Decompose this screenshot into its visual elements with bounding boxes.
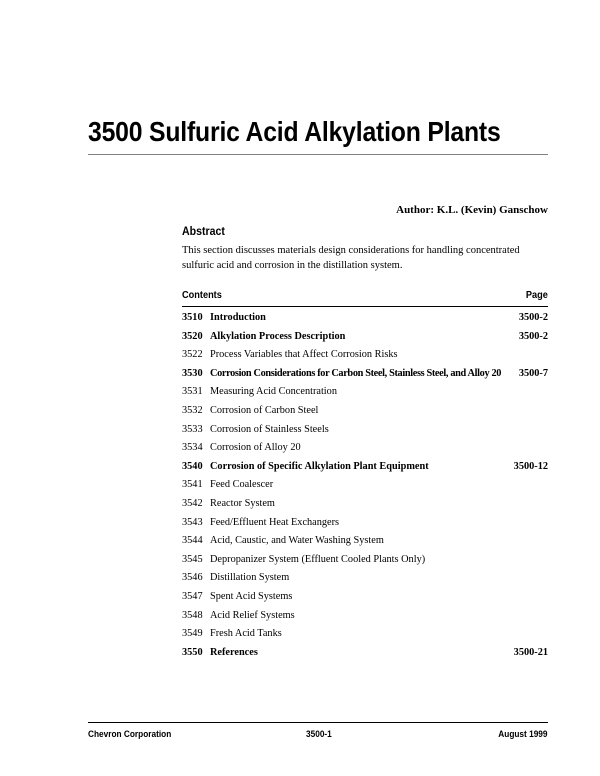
toc-page-number: 3500-2 (518, 330, 548, 342)
toc-section-title: Corrosion of Specific Alkylation Plant Equipment (210, 460, 429, 472)
toc-section-number: 3520 (182, 330, 203, 342)
toc-entry-3520[interactable] (182, 329, 548, 348)
footer-date: August 1999 (498, 729, 548, 739)
toc-section-title: Corrosion of Alloy 20 (210, 442, 301, 454)
toc-section-title: Fresh Acid Tanks (210, 628, 282, 640)
toc-section-title: Feed Coalescer (210, 479, 274, 491)
toc-section-number: 3543 (182, 516, 203, 528)
toc-section-number: 3534 (182, 442, 203, 454)
toc-section-title: Depropanizer System (Effluent Cooled Plants Only) (210, 553, 426, 565)
toc-section-title: Reactor System (210, 497, 275, 509)
footer-company: Chevron Corporation (88, 729, 172, 739)
toc-entry-3546[interactable] (182, 570, 548, 589)
toc-section-title: Corrosion of Stainless Steels (210, 423, 329, 435)
toc-entry-3542[interactable] (182, 496, 548, 515)
toc-section-number: 3532 (182, 404, 203, 416)
toc-entry-3548[interactable] (182, 608, 548, 627)
toc-entry-3522[interactable] (182, 347, 548, 366)
toc-section-title: References (210, 646, 258, 658)
toc-entry-3533[interactable] (182, 422, 548, 441)
toc-section-title: Corrosion of Carbon Steel (210, 404, 319, 416)
toc-section-number: 3522 (182, 349, 203, 361)
toc-section-title: Introduction (210, 312, 266, 323)
toc-section-number: 3542 (182, 497, 203, 509)
toc-entry-3550[interactable] (182, 645, 548, 664)
toc-section-title: Corrosion Considerations for Carbon Steel, Stainless Steel, and Alloy 20 (210, 367, 502, 379)
toc-page-number: 3500-2 (518, 312, 548, 323)
footer-divider (88, 722, 548, 723)
contents-label: Contents (182, 290, 222, 301)
toc-section-number: 3544 (182, 535, 203, 547)
toc-section-title: Process Variables that Affect Corrosion Risks (210, 349, 398, 361)
footer-page-number: 3500-1 (306, 729, 332, 739)
toc-entry-3544[interactable] (182, 533, 548, 552)
table-of-contents (182, 310, 548, 663)
abstract-text: This section discusses materials design considerations for handling concentrated sulfuric acid and corrosion in the distillation system. (182, 245, 520, 271)
toc-entry-3510[interactable] (182, 310, 548, 329)
toc-section-number: 3547 (182, 590, 203, 602)
toc-section-title: Distillation System (210, 572, 290, 584)
toc-section-number: 3540 (182, 460, 203, 472)
toc-entry-3547[interactable] (182, 589, 548, 608)
toc-entry-3534[interactable] (182, 440, 548, 459)
toc-section-number: 3545 (182, 553, 203, 565)
toc-section-title: Acid, Caustic, and Water Washing System (210, 535, 384, 547)
toc-section-title: Acid Relief Systems (210, 609, 295, 621)
toc-section-title: Spent Acid Systems (210, 590, 293, 602)
toc-section-number: 3550 (182, 646, 203, 658)
toc-section-number: 3531 (182, 386, 203, 398)
toc-entry-3545[interactable] (182, 552, 548, 571)
page-title: 3500 Sulfuric Acid Alkylation Plants (88, 116, 501, 147)
toc-section-number: 3510 (182, 312, 203, 323)
toc-entry-3549[interactable] (182, 626, 548, 645)
toc-section-number: 3541 (182, 479, 203, 491)
toc-entry-3543[interactable] (182, 515, 548, 534)
toc-section-number: 3549 (182, 628, 203, 640)
toc-section-title: Alkylation Process Description (210, 330, 346, 342)
toc-entry-3531[interactable] (182, 384, 548, 403)
title-divider (88, 154, 548, 155)
toc-entry-3541[interactable] (182, 477, 548, 496)
toc-entry-3530[interactable] (182, 366, 548, 385)
toc-page-number: 3500-7 (518, 367, 548, 379)
toc-section-number: 3533 (182, 423, 203, 435)
author-line: Author: K.L. (Kevin) Ganschow (396, 204, 548, 216)
contents-header (182, 290, 548, 307)
toc-section-number: 3546 (182, 572, 203, 584)
toc-entry-3532[interactable] (182, 403, 548, 422)
toc-page-number: 3500-21 (513, 646, 548, 658)
abstract-heading: Abstract (182, 226, 225, 238)
toc-section-number: 3548 (182, 609, 203, 621)
toc-entry-3540[interactable] (182, 459, 548, 478)
toc-page-number: 3500-12 (513, 460, 548, 472)
toc-section-title: Measuring Acid Concentration (210, 386, 337, 398)
toc-section-number: 3530 (182, 367, 203, 379)
toc-section-title: Feed/Effluent Heat Exchangers (210, 516, 340, 528)
page-column-label: Page (526, 290, 548, 301)
